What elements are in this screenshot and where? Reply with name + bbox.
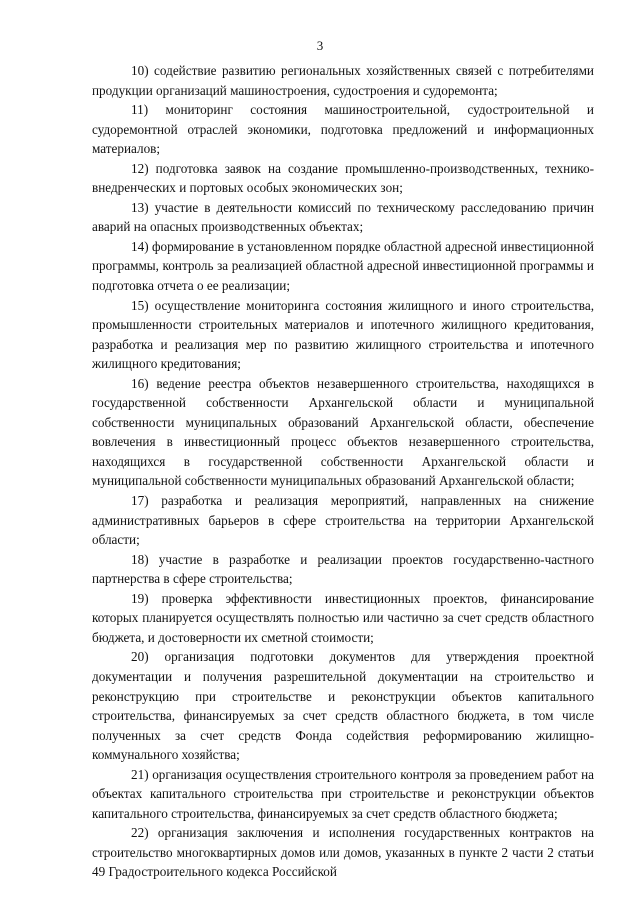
paragraph-item-19: 19) проверка эффективности инвестиционных проектов, финансирование которых планируется осуществлять полностью или частично за счет средств областного бюджета, и достоверности их сметной стоимости; <box>92 590 594 645</box>
paragraph-item-22: 22) организация заключения и исполнения государственных контрактов на строительство многоквартирных домов или домов, указанных в пункте 2 части 2 статьи 49 Градостроительного кодекса Российской <box>92 825 594 880</box>
paragraph-item-15: 15) осуществление мониторинга состояния жилищного и иного строительства, промышленности строительных материалов и ипотечного жилищного кредитования, разработка и реализация мер по развитию жилищного строительства и ипотечного жилищного кредитования; <box>92 297 594 372</box>
paragraph-item-10: 10) содействие развитию региональных хозяйственных связей с потребителями продукции организаций машиностроения, судостроения и судоремонта; <box>92 63 594 98</box>
paragraph-item-14: 14) формирование в установленном порядке областной адресной инвестиционной программы, контроль за реализацией областной адресной инвестиционной программы и подготовка отчета о ее реализации; <box>92 238 594 294</box>
paragraph-item-20: 20) организация подготовки документов для утверждения проектной документации и получения разрешительной документации на строительство и реконструкцию при строительстве и реконструкции объектов капитального строительства, финансируемых за счет средств областного бюджета, в том числе полученных за счет средств Фонда содействия реформированию жилищно-коммунального хозяйства; <box>92 649 594 763</box>
paragraph-item-12: 12) подготовка заявок на создание промышленно-производственных, технико-внедренческих и портовых особых экономических зон; <box>92 160 594 196</box>
page-number: 3 <box>316 38 324 53</box>
paragraph-item-16: 16) ведение реестра объектов незавершенного строительства, находящихся в государственной собственности Архангельской области и муниципальной собственности муниципальных образований Архангельской области, обеспечение вовлечения в инвестиционный процесс объектов незавершенного строительства, находящихся в государственной собственности Архангельской области и муниципальной собственности муниципальных образований Архангельской области; <box>92 375 594 489</box>
paragraph-item-13: 13) участие в деятельности комиссий по техническому расследованию причин аварий на опасных производственных объектах; <box>92 199 594 235</box>
paragraph-item-17: 17) разработка и реализация мероприятий, направленных на снижение административных барьеров в сфере строительства на территории Архангельской области; <box>92 493 594 548</box>
document-body <box>92 61 594 882</box>
paragraph-item-18: 18) участие в разработке и реализации проектов государственно-частного партнерства в сфере строительства; <box>92 551 594 587</box>
paragraph-item-21: 21) организация осуществления строительного контроля за проведением работ на объектах капитального строительства при строительстве и реконструкции объектов капитального строительства, финансируемых за счет средств областного бюджета; <box>92 766 594 821</box>
paragraph-item-11: 11) мониторинг состояния машиностроительной, судостроительной и судоремонтной отраслей экономики, подготовка предложений и информационных материалов; <box>92 102 594 157</box>
